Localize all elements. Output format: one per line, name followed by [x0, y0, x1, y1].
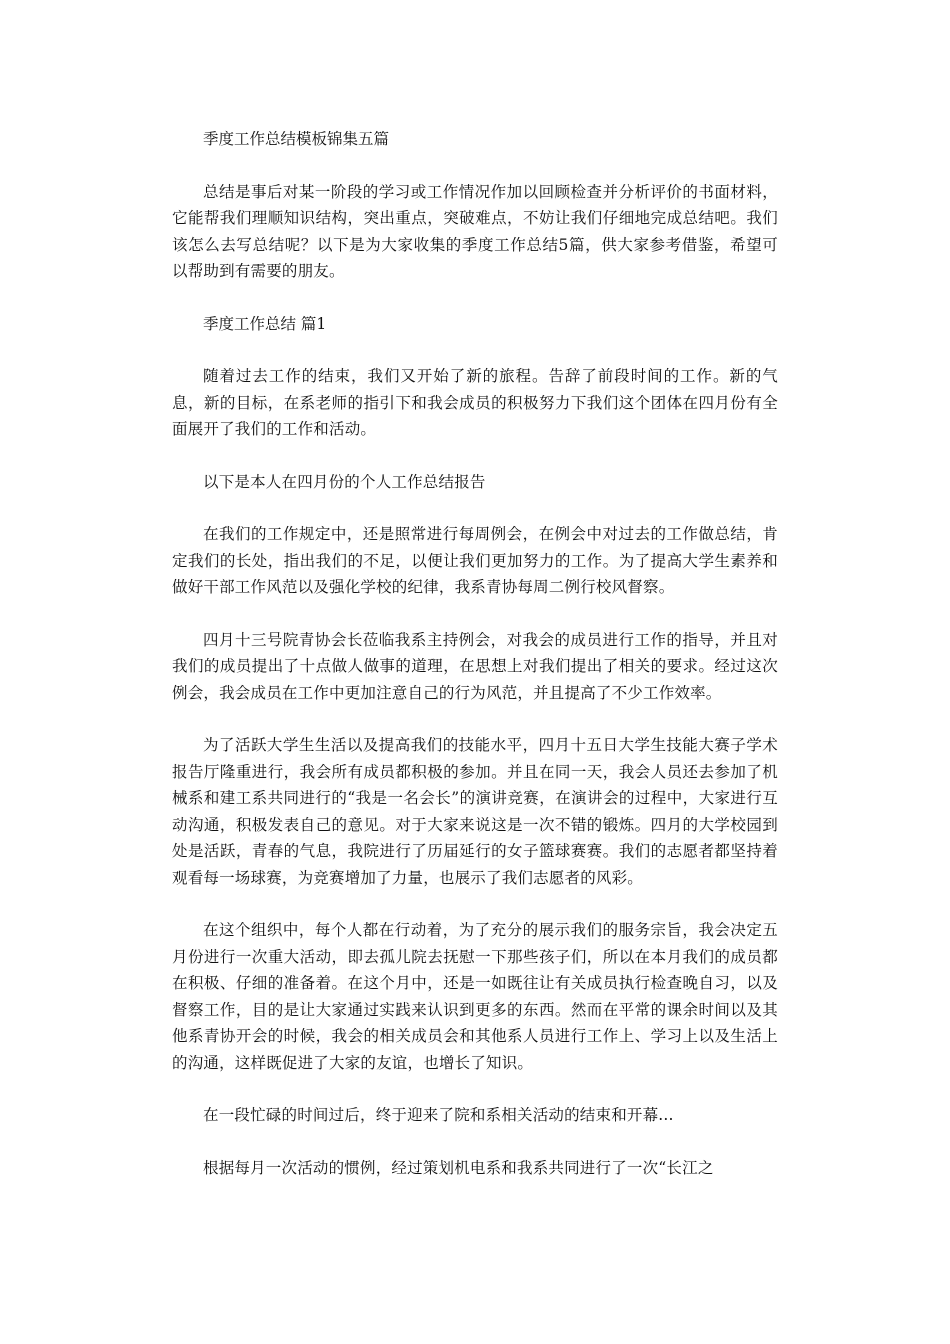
body-paragraph: 四月十三号院青协会长莅临我系主持例会，对我会的成员进行工作的指导，并且对我们的成员提出了十点做人做事的道理，在思想上对我们提出了相关的要求。经过这次例会，我会成员在工作中更加注意自己的行为风范，并且提高了不少工作效率。	[172, 630, 778, 702]
body-paragraph: 根据每月一次活动的惯例，经过策划机电系和我系共同进行了一次“长江之	[203, 1158, 714, 1177]
section-heading: 季度工作总结 篇1	[203, 314, 327, 333]
document-body	[172, 126, 778, 1207]
body-paragraph: 在我们的工作规定中，还是照常进行每周例会，在例会中对过去的工作做总结，肯定我们的长处，指出我们的不足，以便让我们更加努力的工作。为了提高大学生素养和做好干部工作风范以及强化学校的纪律，我系青协每周二例行校风督察。	[172, 525, 778, 596]
body-paragraph: 随着过去工作的结束，我们又开始了新的旅程。告辞了前段时间的工作。新的气息，新的目标，在系老师的指引下和我会成员的积极努力下我们这个团体在四月份有全面展开了我们的工作和活动。	[172, 367, 778, 438]
body-paragraph: 为了活跃大学生生活以及提高我们的技能水平，四月十五日大学生技能大赛子学术报告厅隆重进行，我会所有成员都积极的参加。并且在同一天，我会人员还去参加了机械系和建工系共同进行的“我是一名会长”的演讲竞赛，在演讲会的过程中，大家进行互动沟通，积极发表自己的意见。对于大家来说这是一次不错的锻炼。四月的大学校园到处是活跃，青春的气息，我院进行了历届延行的女子篮球赛赛。我们的志愿者都坚持着观看每一场球赛，为竞赛增加了力量，也展示了我们志愿者的风彩。	[172, 736, 778, 887]
intro-paragraph: 总结是事后对某一阶段的学习或工作情况作加以回顾检查并分析评价的书面材料，它能帮我们理顺知识结构，突出重点，突破难点，不妨让我们仔细地完成总结吧。我们该怎么去写总结呢？以下是为大家收集的季度工作总结5篇，供大家参考借鉴，希望可以帮助到有需要的朋友。	[172, 182, 778, 280]
body-paragraph: 在这个组织中，每个人都在行动着，为了充分的展示我们的服务宗旨，我会决定五月份进行一次重大活动，即去孤儿院去抚慰一下那些孩子们，所以在本月我们的成员都在积极、仔细的准备着。在这个月中，还是一如既往让有关成员执行检查晚自习，以及督察工作，目的是让大家通过实践来认识到更多的东西。然而在平常的课余时间以及其他系青协开会的时候，我会的相关成员会和其他系人员进行工作上、学习上以及生活上的沟通，这样既促进了大家的友谊，也增长了知识。	[172, 921, 778, 1072]
body-paragraph: 以下是本人在四月份的个人工作总结报告	[203, 472, 486, 491]
body-paragraph: 在一段忙碌的时间过后，终于迎来了院和系相关活动的结束和开幕...	[203, 1106, 674, 1124]
document-title: 季度工作总结模板锦集五篇	[203, 130, 390, 148]
